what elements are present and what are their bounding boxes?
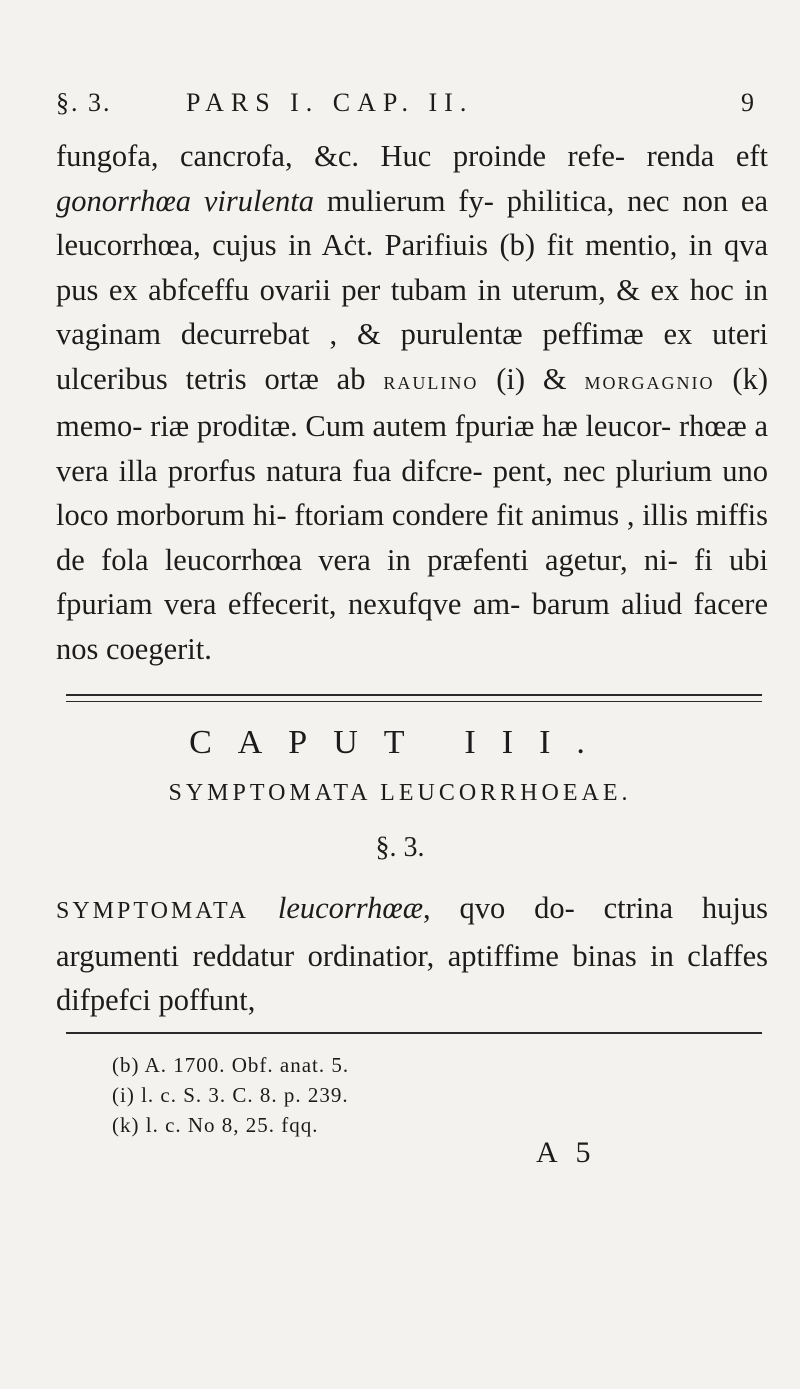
text-line: Aċt. Parifiuis (b) fit mentio, in qva pus ex: [56, 228, 768, 307]
footnote-k: (k) l. c. No 8, 25. fqq.: [112, 1113, 319, 1137]
text-line: peffimæ ex uteri ulceribus tetris ortæ ab: [56, 317, 769, 396]
author-name-raulino: raulino: [383, 367, 479, 395]
italic-term: gonorrhœa virulenta: [56, 183, 314, 218]
text-line: (i) &: [478, 361, 585, 396]
section-number: §. 3.: [375, 832, 425, 863]
running-head-title: PARS I. CAP. II.: [186, 88, 474, 117]
text-line: ctrina hujus argumenti reddatur ordinatior,: [56, 891, 768, 973]
text-line: ftoriam condere fit animus , illis miffis de: [56, 498, 769, 577]
chapter-rule: [66, 694, 762, 702]
chapter-subtitle: SYMPTOMATA LEUCORRHOEAE.: [168, 780, 632, 806]
running-head-section: §. 3.: [56, 88, 112, 117]
footnote-b: (b) A. 1700. Obf. anat. 5.: [112, 1053, 350, 1077]
text-line: philitica, nec non ea leucorrhœa, cujus in: [56, 183, 768, 262]
text-line: renda eft: [646, 139, 768, 173]
lead-word: SYMPTOMATA: [56, 898, 250, 924]
text-line: pent, nec plurium uno loco morborum hi-: [56, 453, 769, 532]
text-line: , qvo do-: [423, 891, 575, 925]
section-paragraph: [56, 886, 768, 1023]
text-line: (k) memo-: [56, 361, 768, 443]
text-line: rhœæ a vera illa prorfus natura fua difcre-: [56, 409, 769, 488]
signature-mark: A 5: [536, 1136, 597, 1169]
text-line: fungofa, cancrofa, &c. Huc proinde refe-: [56, 139, 626, 173]
body-paragraph: [56, 134, 768, 671]
chapter-title: CAPUT III.: [189, 724, 611, 761]
text-line: aptiffime binas in claffes difpefci poffunt,: [56, 938, 769, 1017]
footnotes: [112, 1050, 752, 1140]
running-head: [56, 88, 756, 128]
running-head-page-mark: 9: [741, 88, 756, 117]
text-line: hoc in vaginam decurrebat , & purulentæ: [56, 272, 768, 351]
footnote-rule: [66, 1032, 762, 1034]
footnote-i: (i) l. c. S. 3. C. 8. p. 239.: [112, 1083, 349, 1107]
text-line: mulierum fy-: [314, 183, 494, 218]
text-line: barum aliud facere nos coegerit.: [56, 587, 768, 666]
text-line: riæ proditæ. Cum autem fpuriæ hæ leucor-: [150, 409, 672, 443]
text-line: abfceffu ovarii per tubam in uterum, & ex: [148, 272, 680, 307]
italic-term: leucorrhœæ: [249, 891, 424, 925]
text-line: fola leucorrhœa vera in præfenti agetur, ni-: [101, 542, 678, 577]
text-line: fi ubi fpuriam vera effecerit, nexufqve am-: [56, 542, 768, 621]
author-name-morgagnio: morgagnio: [584, 367, 715, 395]
